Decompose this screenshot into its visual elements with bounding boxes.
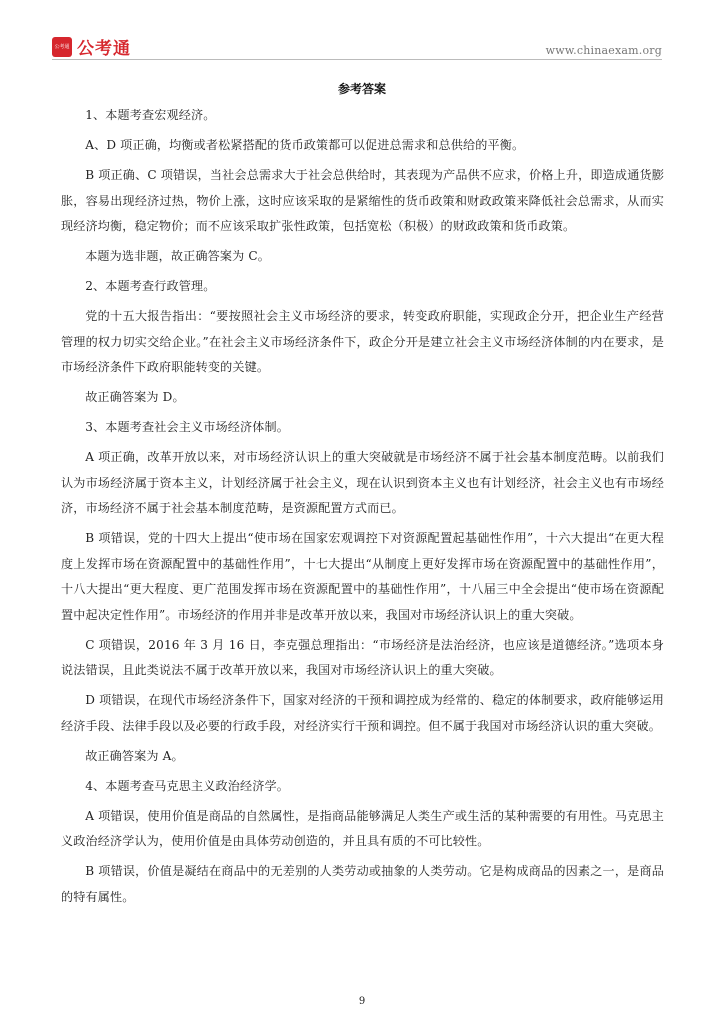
header-divider	[52, 59, 662, 60]
paragraph: 党的十五大报告指出：“要按照社会主义市场经济的要求，转变政府职能，实现政企分开，把企业生产经营管理的权力切实交给企业。”在社会主义市场经济条件下，政企分开是建立社会主义市场经济体制的内在要求，是市场经济条件下政府职能转变的关键。	[61, 309, 664, 374]
paragraph: B 项正确、C 项错误，当社会总需求大于社会总供给时，其表现为产品供不应求，价格上升，即造成通货膨胀，容易出现经济过热，物价上涨，这时应该采取的是紧缩性的货币政策和财政政策来降低社会总需求，从而实现经济均衡，稳定物价；而不应该采取扩张性政策，包括宽松（积极）的财政政策和货币政策。	[61, 168, 664, 233]
paragraph: 故正确答案为 D。	[85, 390, 185, 404]
answer-content	[61, 103, 664, 915]
paragraph: 本题为选非题，故正确答案为 C。	[85, 249, 270, 263]
site-url[interactable]: www.chinaexam.org	[545, 44, 662, 57]
paragraph: D 项错误，在现代市场经济条件下，国家对经济的干预和调控成为经常的、稳定的体制要求，政府能够运用经济手段、法律手段以及必要的行政手段，对经济实行干预和调控。但不属于我国对市场经济认识的重大突破。	[61, 693, 664, 733]
logo-text: 公考通	[77, 39, 131, 59]
paragraph: A 项正确，改革开放以来，对市场经济认识上的重大突破就是市场经济不属于社会基本制度范畴。以前我们认为市场经济属于资本主义，计划经济属于社会主义，现在认识到资本主义也有计划经济，社会主义也有市场经济，市场经济不属于社会基本制度范畴，是资源配置方式而已。	[61, 450, 664, 515]
page-number: 9	[358, 996, 366, 1007]
paragraph: 3、本题考查社会主义市场经济体制。	[85, 420, 289, 434]
paragraph: 4、本题考查马克思主义政治经济学。	[85, 778, 289, 793]
paragraph: 1、本题考查宏观经济。	[85, 108, 216, 122]
paragraph: C 项错误，2016 年 3 月 16 日，李克强总理指出：“市场经济是法治经济，也应该是道德经济。”选项本身说法错误，且此类说法不属于改革开放以来，我国对市场经济认识上的重大突破。	[61, 637, 664, 677]
page-header	[0, 0, 724, 60]
logo-badge-icon: 公考通	[52, 37, 72, 57]
paragraph: B 项错误，价值是凝结在商品中的无差别的人类劳动或抽象的人类劳动。它是构成商品的因素之一，是商品的特有属性。	[61, 864, 664, 904]
paragraph: B 项错误，党的十四大上提出“使市场在国家宏观调控下对资源配置起基础性作用”，十六大提出“在更大程度上发挥市场在资源配置中的基础性作用”，十七大提出“从制度上更好发挥市场在资源配置中的基础性作用”，十八大提出“更大程度、更广范围发挥市场在资源配置中的基础性作用”，十八届三中全会提出“使市场在资源配置中起决定性作用”。市场经济的作用并非是改革开放以来，我国对市场经济认识上的重大突破。	[61, 531, 664, 622]
paragraph: 2、本题考查行政管理。	[85, 279, 216, 293]
paragraph: A 项错误，使用价值是商品的自然属性，是指商品能够满足人类生产或生活的某种需要的有用性。马克思主义政治经济学认为，使用价值是由具体劳动创造的，并且具有质的不可比较性。	[61, 808, 664, 848]
paragraph: A、D 项正确，均衡或者松紧搭配的货币政策都可以促进总需求和总供给的平衡。	[85, 138, 525, 152]
page-title: 参考答案	[337, 82, 386, 96]
brand-logo[interactable]	[52, 34, 131, 59]
paragraph: 故正确答案为 A。	[85, 748, 184, 763]
